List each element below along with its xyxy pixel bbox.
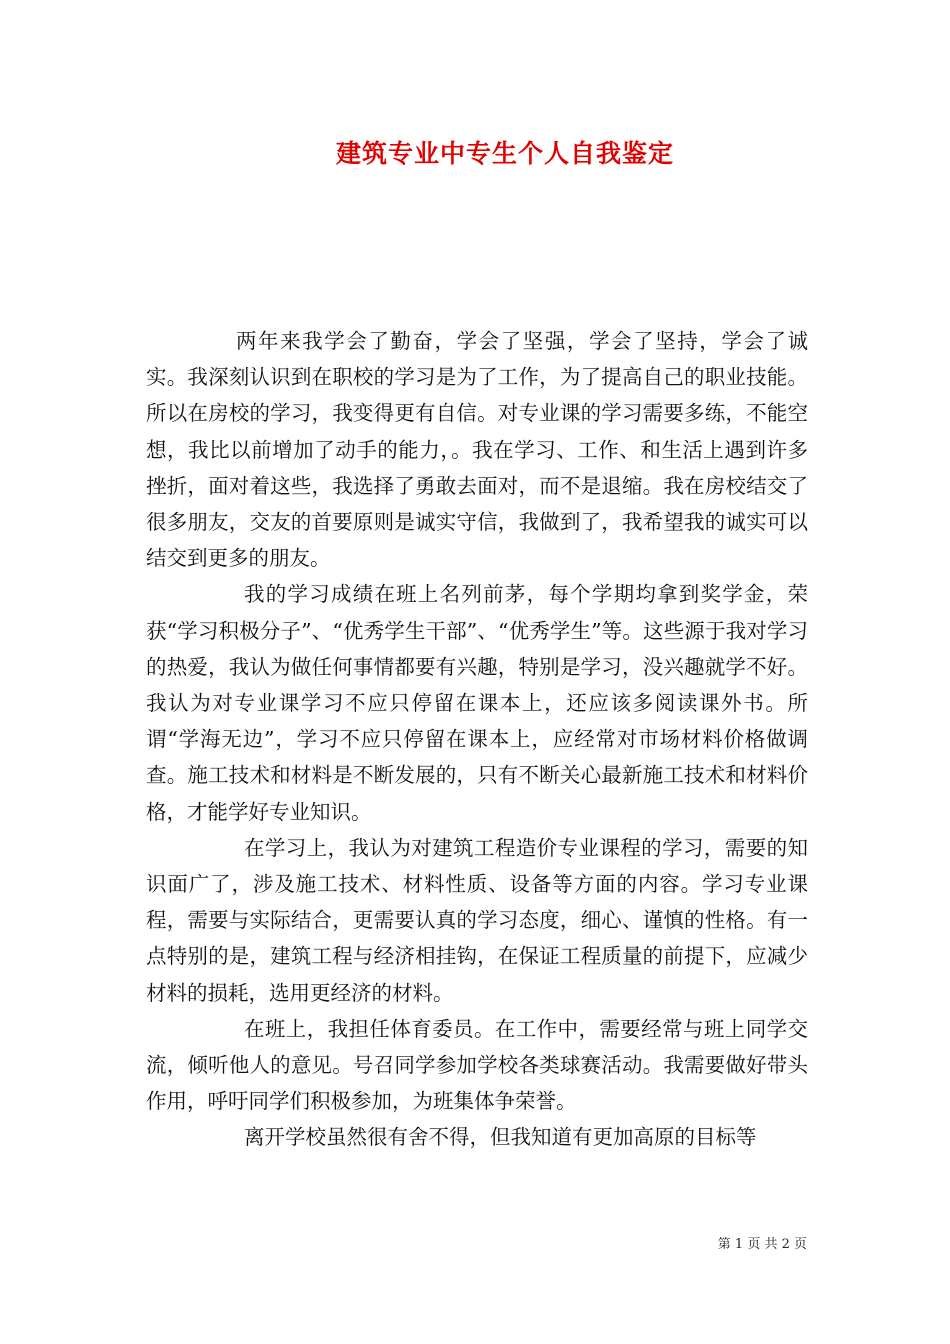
paragraph-2: 我的学习成绩在班上名列前茅，每个学期均拿到奖学金，荣获“学习积极分子”、“优秀学生干部”、“优秀学生”等。这些源于我对学习的热爱，我认为做任何事情都要有兴趣，特别是学习，没兴趣就学不好。我认为对专业课学习不应只停留在课本上，还应该多阅读课外书。所谓“学海无边”，学习不应只停留在课本上，应经常对市场材料价格做调查。施工技术和材料是不断发展的，只有不断关心最新施工技术和材料价格，才能学好专业知识。 xyxy=(146,582,808,824)
document-body xyxy=(146,323,808,1156)
page-title: 建筑专业中专生个人自我鉴定 xyxy=(335,139,674,168)
paragraph-1: 两年来我学会了勤奋，学会了坚强，学会了坚持，学会了诚实。我深刻认识到在职校的学习是为了工作，为了提高自己的职业技能。所以在房校的学习，我变得更有自信。对专业课的学习需要多练，不能空想，我比以前增加了动手的能力，。我在学习、工作、和生活上遇到许多挫折，面对着这些，我选择了勇敢去面对，而不是退缩。我在房校结交了很多朋友，交友的首要原则是诚实守信，我做到了，我希望我的诚实可以结交到更多的朋友。 xyxy=(146,329,808,571)
paragraph-4: 在班上，我担任体育委员。在工作中，需要经常与班上同学交流，倾听他人的意见。号召同学参加学校各类球赛活动。我需要做好带头作用，呼吁同学们积极参加，为班集体争荣誉。 xyxy=(146,1016,808,1114)
paragraph-3: 在学习上，我认为对建筑工程造价专业课程的学习，需要的知识面广了，涉及施工技术、材料性质、设备等方面的内容。学习专业课程，需要与实际结合，更需要认真的学习态度，细心、谨慎的性格。有一点特别的是，建筑工程与经济相挂钩，在保证工程质量的前提下，应减少材料的损耗，选用更经济的材料。 xyxy=(146,835,808,1005)
page-number-footer: 第 1 页 共 2 页 xyxy=(717,1237,807,1252)
paragraph-5: 离开学校虽然很有舍不得，但我知道有更加高原的目标等 xyxy=(244,1125,757,1150)
